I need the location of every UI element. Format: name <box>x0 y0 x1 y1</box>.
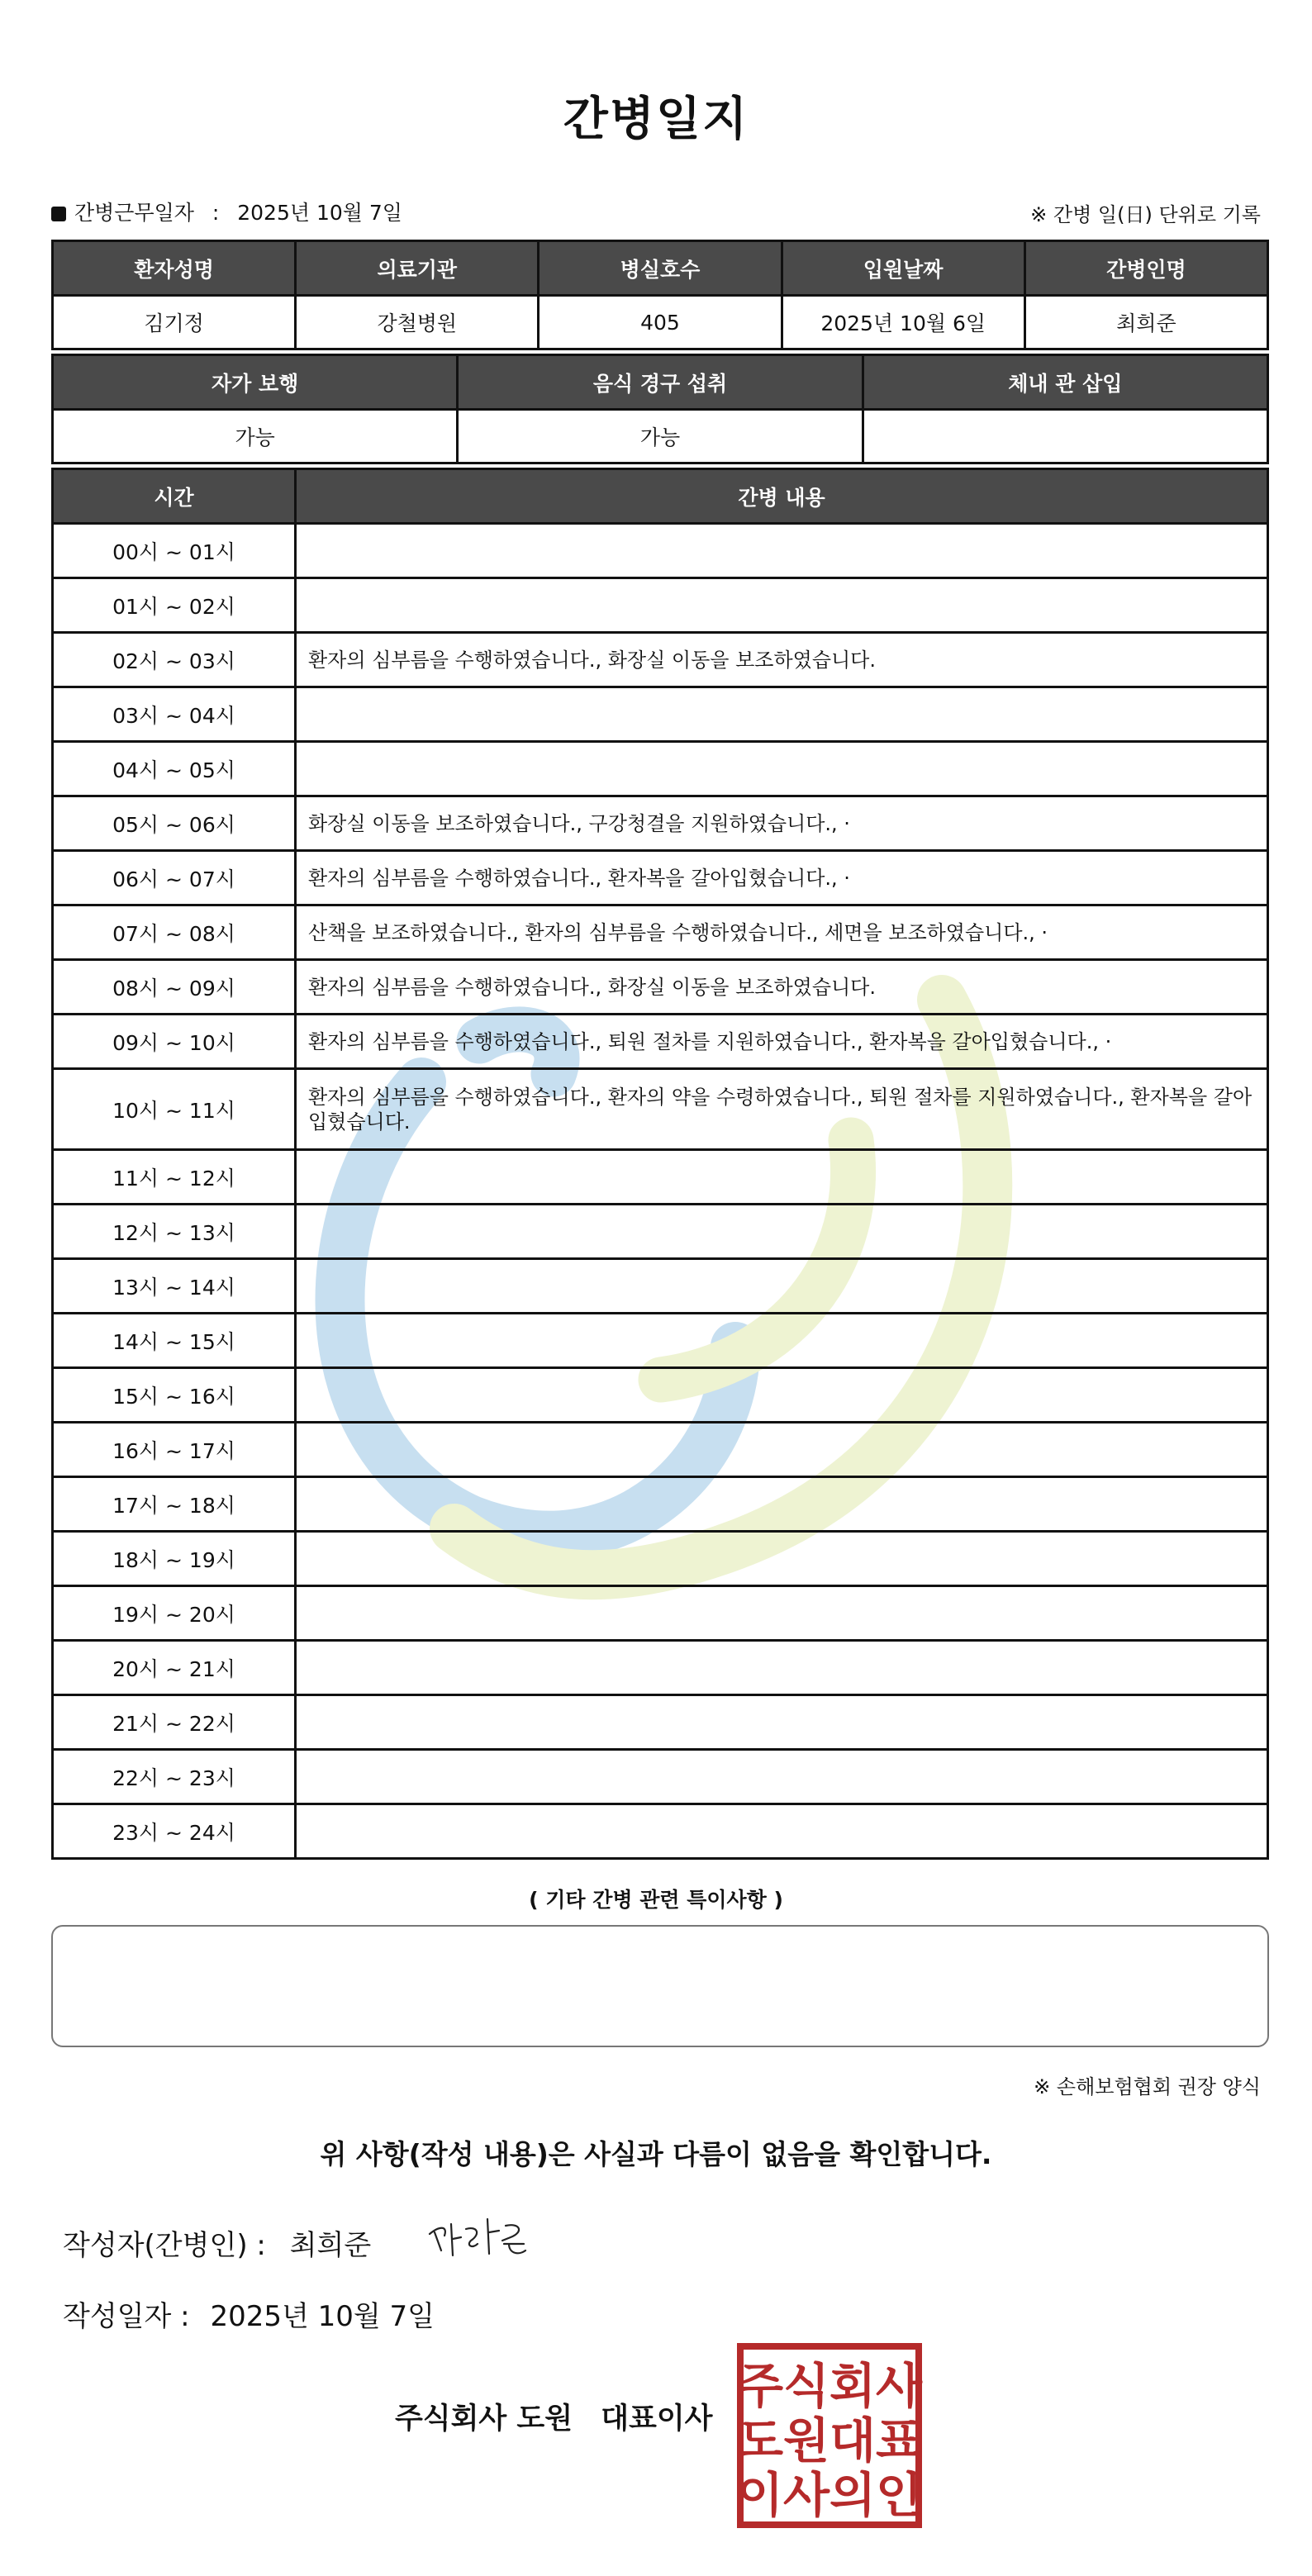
log-content <box>296 1205 1268 1259</box>
log-time: 13시 ~ 14시 <box>53 1259 296 1314</box>
header-caregiver-name: 간병인명 <box>1024 241 1267 296</box>
log-time: 15시 ~ 16시 <box>53 1368 296 1423</box>
log-time: 07시 ~ 08시 <box>53 905 296 960</box>
log-time: 03시 ~ 04시 <box>53 687 296 742</box>
log-row <box>53 1532 1268 1586</box>
log-content: 환자의 심부름을 수행하였습니다., 환자복을 갈아입혔습니다., · <box>296 851 1268 905</box>
log-content: 환자의 심부름을 수행하였습니다., 환자의 약을 수령하였습니다., 퇴원 절차를 지원하였습니다., 환자복을 갈아입혔습니다. <box>296 1069 1268 1150</box>
log-content <box>296 687 1268 742</box>
caregiver-name: 최희준 <box>1024 296 1267 349</box>
log-content <box>296 1368 1268 1423</box>
header-oral-intake: 음식 경구 섭취 <box>458 355 863 410</box>
writer-date-line <box>63 2293 435 2334</box>
company-seal <box>735 2341 924 2530</box>
header-walking: 자가 보행 <box>53 355 458 410</box>
log-row <box>53 524 1268 578</box>
company-line <box>395 2396 712 2437</box>
header-time: 시간 <box>53 469 296 524</box>
log-time: 09시 ~ 10시 <box>53 1015 296 1069</box>
log-time: 23시 ~ 24시 <box>53 1804 296 1859</box>
work-date-value: 2025년 10월 7일 <box>237 201 402 225</box>
log-content <box>296 1750 1268 1804</box>
svg-text:도원대표: 도원대표 <box>736 2412 923 2469</box>
company-name: 주식회사 도원 <box>395 2403 573 2436</box>
log-content <box>296 524 1268 578</box>
log-time: 18시 ~ 19시 <box>53 1532 296 1586</box>
log-time: 12시 ~ 13시 <box>53 1205 296 1259</box>
log-row <box>53 1150 1268 1205</box>
log-content <box>296 1804 1268 1859</box>
writer-label: 작성자(간병인) : <box>63 2229 266 2262</box>
remarks-label: ( 기타 간병 관련 특이사항 ) <box>529 1888 783 1912</box>
writer-name: 최희준 <box>289 2229 372 2262</box>
log-content <box>296 1641 1268 1695</box>
work-date-label: 간병근무일자 <box>74 201 194 225</box>
log-time: 06시 ~ 07시 <box>53 851 296 905</box>
log-row <box>53 1205 1268 1259</box>
log-row <box>53 633 1268 687</box>
care-log-body <box>53 524 1268 1859</box>
room-number: 405 <box>539 296 782 349</box>
patient-status-table <box>51 354 1269 464</box>
care-log-table <box>51 468 1269 1860</box>
log-time: 04시 ~ 05시 <box>53 742 296 796</box>
note-daily-record: ※ 간병 일(日) 단위로 기록 <box>1030 203 1261 226</box>
log-row <box>53 687 1268 742</box>
patient-info-table <box>51 240 1269 350</box>
log-row <box>53 1641 1268 1695</box>
walking-status: 가능 <box>53 410 458 463</box>
log-row <box>53 1259 1268 1314</box>
log-time: 02시 ~ 03시 <box>53 633 296 687</box>
log-time: 05시 ~ 06시 <box>53 796 296 851</box>
writer-date-label: 작성일자 : <box>63 2300 190 2333</box>
writer-line <box>63 2222 371 2263</box>
svg-text:이사의인: 이사의인 <box>736 2467 923 2523</box>
log-row <box>53 1314 1268 1368</box>
log-content <box>296 578 1268 633</box>
patient-name: 김기정 <box>53 296 296 349</box>
log-time: 08시 ~ 09시 <box>53 960 296 1015</box>
confirmation-statement: 위 사항(작성 내용)은 사실과 다름이 없음을 확인합니다. <box>320 2138 992 2170</box>
log-content <box>296 1423 1268 1477</box>
header-hospital: 의료기관 <box>296 241 539 296</box>
log-row <box>53 578 1268 633</box>
log-content <box>296 1150 1268 1205</box>
header-patient-name: 환자성명 <box>53 241 296 296</box>
log-time: 21시 ~ 22시 <box>53 1695 296 1750</box>
log-time: 19시 ~ 20시 <box>53 1586 296 1641</box>
writer-date-value: 2025년 10월 7일 <box>210 2300 435 2333</box>
log-row <box>53 1368 1268 1423</box>
log-row <box>53 742 1268 796</box>
header-admission-date: 입원날짜 <box>782 241 1024 296</box>
log-row <box>53 1695 1268 1750</box>
log-content <box>296 1477 1268 1532</box>
log-row <box>53 960 1268 1015</box>
log-row <box>53 1423 1268 1477</box>
log-time: 11시 ~ 12시 <box>53 1150 296 1205</box>
log-content: 환자의 심부름을 수행하였습니다., 화장실 이동을 보조하였습니다. <box>296 633 1268 687</box>
header-room: 병실호수 <box>539 241 782 296</box>
log-content <box>296 1314 1268 1368</box>
handwritten-signature <box>423 2208 530 2265</box>
log-content <box>296 1532 1268 1586</box>
log-content: 산책을 보조하였습니다., 환자의 심부름을 수행하였습니다., 세면을 보조하였습니다., · <box>296 905 1268 960</box>
log-row <box>53 796 1268 851</box>
log-time: 16시 ~ 17시 <box>53 1423 296 1477</box>
log-row <box>53 1015 1268 1069</box>
log-time: 20시 ~ 21시 <box>53 1641 296 1695</box>
log-row <box>53 1069 1268 1150</box>
log-time: 00시 ~ 01시 <box>53 524 296 578</box>
log-row <box>53 1804 1268 1859</box>
log-content: 환자의 심부름을 수행하였습니다., 화장실 이동을 보조하였습니다. <box>296 960 1268 1015</box>
log-content <box>296 742 1268 796</box>
document-title: 간병일지 <box>563 93 749 146</box>
oral-intake-status: 가능 <box>458 410 863 463</box>
work-date <box>51 197 402 226</box>
bullet-square-icon <box>51 207 66 221</box>
work-date-separator: : <box>212 201 220 225</box>
log-content <box>296 1259 1268 1314</box>
log-time: 22시 ~ 23시 <box>53 1750 296 1804</box>
svg-text:주식회사: 주식회사 <box>736 2358 923 2414</box>
log-content <box>296 1586 1268 1641</box>
hospital: 강철병원 <box>296 296 539 349</box>
header-tube: 체내 관 삽입 <box>863 355 1267 410</box>
log-row <box>53 905 1268 960</box>
log-content <box>296 1695 1268 1750</box>
log-time: 10시 ~ 11시 <box>53 1069 296 1150</box>
log-time: 17시 ~ 18시 <box>53 1477 296 1532</box>
tube-status <box>863 410 1267 463</box>
log-row <box>53 1477 1268 1532</box>
admission-date: 2025년 10월 6일 <box>782 296 1024 349</box>
log-row <box>53 1750 1268 1804</box>
note-recommended-form: ※ 손해보험협회 권장 양식 <box>1034 2075 1261 2098</box>
header-care-content: 간병 내용 <box>296 469 1268 524</box>
log-row <box>53 1586 1268 1641</box>
company-title: 대표이사 <box>601 2403 713 2436</box>
log-time: 01시 ~ 02시 <box>53 578 296 633</box>
log-content: 화장실 이동을 보조하였습니다., 구강청결을 지원하였습니다., · <box>296 796 1268 851</box>
log-row <box>53 851 1268 905</box>
remarks-box <box>51 1925 1269 2047</box>
log-time: 14시 ~ 15시 <box>53 1314 296 1368</box>
log-content: 환자의 심부름을 수행하였습니다., 퇴원 절차를 지원하였습니다., 환자복을 갈아입혔습니다., · <box>296 1015 1268 1069</box>
